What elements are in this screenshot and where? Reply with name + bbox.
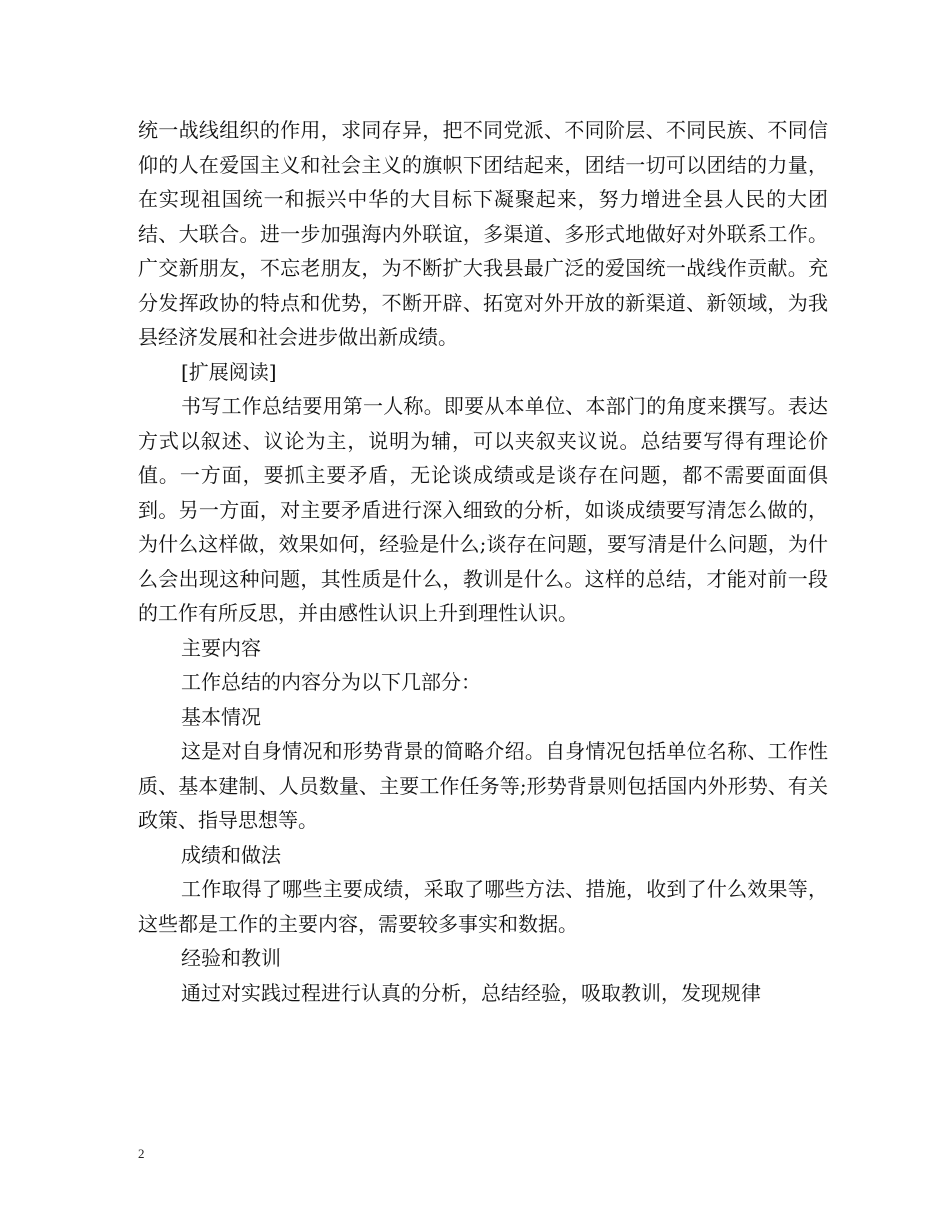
document-body xyxy=(138,113,828,1010)
paragraph: 这是对自身情况和形势背景的简略介绍。自身情况包括单位名称、工作性质、基本建制、人员数量、主要工作任务等;形势背景则包括国内外形势、有关政策、指导思想等。 xyxy=(138,739,828,832)
section-heading-extended-reading: [扩展阅读] xyxy=(181,359,277,384)
section-heading-main-content: 主要内容 xyxy=(181,635,261,660)
section-heading-lessons: 经验和教训 xyxy=(181,946,281,970)
paragraph: 工作取得了哪些主要成绩，采取了哪些方法、措施，收到了什么效果等，这些都是工作的主要内容，需要较多事实和数据。 xyxy=(138,877,828,936)
paragraph: 统一战线组织的作用，求同存异，把不同党派、不同阶层、不同民族、不同信仰的人在爱国主义和社会主义的旗帜下团结起来，团结一切可以团结的力量，在实现祖国统一和振兴中华的大目标下凝聚起来，努力增进全县人民的大团结、大联合。进一步加强海内外联谊，多渠道、多形式地做好对外联系工作。广交新朋友，不忘老朋友，为不断扩大我县最广泛的爱国统一战线作贡献。充分发挥政协的特点和优势，不断开辟、拓宽对外开放的新渠道、新领域，为我县经济发展和社会进步做出新成绩。 xyxy=(138,118,828,349)
paragraph: 书写工作总结要用第一人称。即要从本单位、本部门的角度来撰写。表达方式以叙述、议论为主，说明为辅，可以夹叙夹议说。总结要写得有理论价值。一方面，要抓主要矛盾，无论谈成绩或是谈存在问题，都不需要面面俱到。另一方面，对主要矛盾进行深入细致的分析，如谈成绩要写清怎么做的，为什么这样做，效果如何，经验是什么;谈存在问题，要写清是什么问题，为什么会出现这种问题，其性质是什么，教训是什么。这样的总结，才能对前一段的工作有所反思，并由感性认识上升到理性认识。 xyxy=(138,394,828,625)
section-heading-achievements: 成绩和做法 xyxy=(181,842,281,867)
paragraph: 通过对实践过程进行认真的分析，总结经验，吸取教训，发现规律 xyxy=(181,980,761,1005)
page-number: 2 xyxy=(138,1146,145,1161)
section-heading-basic-situation: 基本情况 xyxy=(181,704,261,729)
paragraph-intro: 工作总结的内容分为以下几部分： xyxy=(181,670,481,694)
